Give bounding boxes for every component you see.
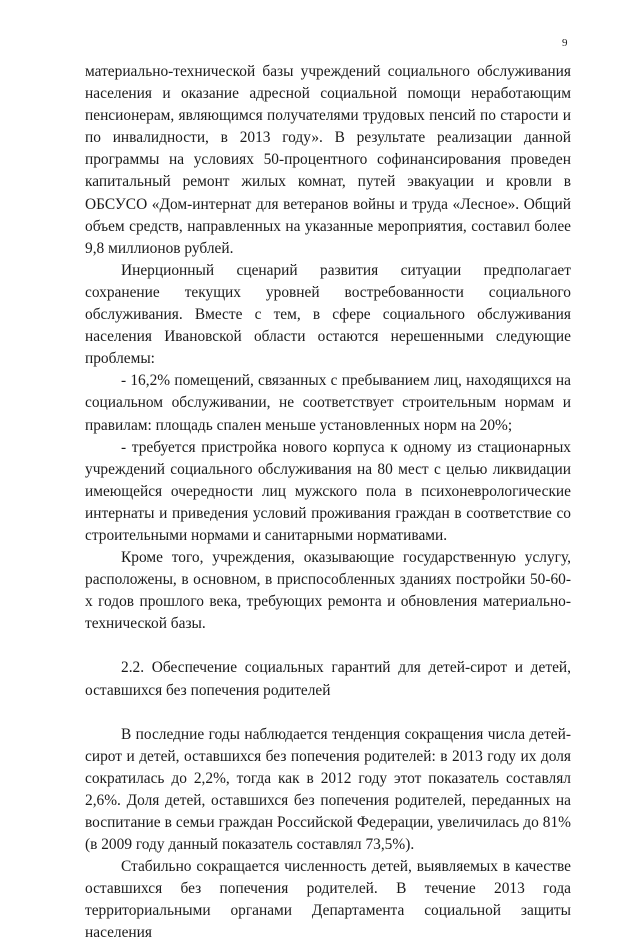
section-gap bbox=[85, 702, 571, 724]
paragraph-inertial-scenario: Инерционный сценарий развития ситуации предполагает сохранение текущих уровней востребованности социального обслуживания. Вместе с тем, в сфере социального обслуживания населения Ивановской области остаются нерешенными следующие проблемы: bbox=[85, 261, 571, 368]
page-number: 9 bbox=[562, 37, 568, 49]
document-body bbox=[85, 61, 571, 945]
paragraph-orphan-trend: В последние годы наблюдается тенденция сокращения числа детей-сирот и детей, оставшихся без попечения родителей: в 2013 году их доля сократилась до 2,2%, тогда как в 2012 году этот показатель составлял 2,6%. Доля детей, оставшихся без попечения родителей, переданных на воспитание в семьи граждан Российской Федерации, увеличилась до 81% (в 2009 году данный показатель составлял 73,5%). bbox=[85, 725, 571, 854]
paragraph-identified-children: Стабильно сокращается численность детей, выявляемых в качестве оставшихся без попечения родителей. В течение 2013 года территориальными органами Департамента социальной защиты населения bbox=[85, 858, 571, 942]
paragraph-continuation: материально-технической базы учреждений социального обслуживания населения и оказание адресной социальной помощи неработающим пенсионерам, являющимся получателями трудовых пенсий по старости и по инвалидности, в 2013 году». В результате реализации данной программы на условиях 50-процентного софинансирования проведен капитальный ремонт жилых комнат, путей эвакуации и кровли в ОБСУСО «Дом-интернат для ветеранов войны и труда «Лесное». Общий объем средств, направленных на указанные мероприятия, составил более 9,8 миллионов рублей. bbox=[85, 63, 571, 257]
paragraph-institutions: Кроме того, учреждения, оказывающие государственную услугу, расположены, в основном, в приспособленных зданиях постройки 50-60-х годов прошлого века, требующих ремонта и обновления материально-технической базы. bbox=[85, 549, 571, 633]
list-item-extension: - требуется пристройка нового корпуса к одному из стационарных учреждений социального обслуживания на 80 мест с целью ликвидации имеющейся очередности лиц мужского пола в психоневрологические интернаты и приведения условий проживания граждан в соответствие со строительными нормами и санитарными нормативами. bbox=[85, 438, 571, 544]
section-heading: 2.2. Обеспечение социальных гарантий для детей-сирот и детей, оставшихся без попечения родителей bbox=[85, 659, 571, 699]
section-gap bbox=[85, 635, 571, 657]
list-item-premises: - 16,2% помещений, связанных с пребыванием лиц, находящихся на социальном обслуживании, не соответствует строительным нормам и правилам: площадь спален меньше установленных норм на 20%; bbox=[85, 372, 571, 434]
